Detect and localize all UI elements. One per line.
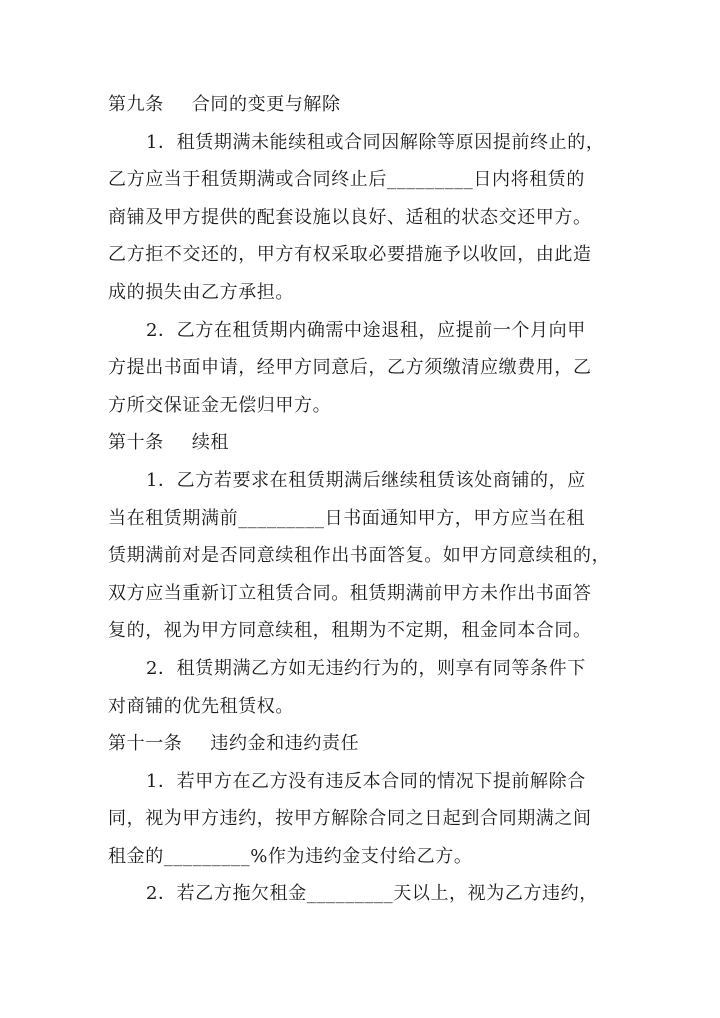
section-title: 违约金和违约责任 [210,733,360,755]
paragraph-line: 2．若乙方拖欠租金_________天以上，视为乙方违约， [146,883,598,905]
section-number: 第十条 [108,432,164,454]
paragraph-line: 方所交保证金无偿归甲方。 [108,394,332,416]
paragraph-line: 同，视为甲方违约，按甲方解除合同之日起到合同期满之间 [108,808,592,830]
section-number: 第九条 [108,94,164,115]
section-heading-9 [108,86,615,124]
paragraph-line: 方提出书面申请，经甲方同意后，乙方须缴清应缴费用，乙 [108,357,592,379]
paragraph-line: 成的损失由乙方承担。 [108,281,294,303]
section-number: 第十一条 [108,733,183,755]
paragraph-line: 1．租赁期满未能续租或合同因解除等原因提前终止的， [146,131,605,153]
paragraph-line: 1．乙方若要求在租赁期满后继续租赁该处商铺的，应 [146,469,586,491]
paragraph-line: 乙方应当于租赁期满或合同终止后_________日内将租赁的 [108,169,585,191]
paragraph-line: 乙方拒不交还的，甲方有权采取必要措施予以收回，由此造 [108,244,592,266]
paragraph-line: 2．租赁期满乙方如无违约行为的，则享有同等条件下 [146,657,586,679]
paragraph-line: 1．若甲方在乙方没有违反本合同的情况下提前解除合 [146,770,586,792]
section-heading-10 [108,424,615,462]
paragraph-line: 双方应当重新订立租赁合同。租赁期满前甲方未作出书面答 [108,582,592,604]
section-heading-11 [108,725,615,763]
section-title: 合同的变更与解除 [191,94,341,115]
paragraph-line: 当在租赁期满前_________日书面通知甲方，甲方应当在租 [108,507,585,529]
paragraph-line: 赁期满前对是否同意续租作出书面答复。如甲方同意续租的， [108,545,611,567]
paragraph-line: 对商铺的优先租赁权。 [108,695,294,717]
paragraph-line: 2．乙方在租赁期内确需中途退租，应提前一个月向甲 [146,319,586,341]
document-body [108,86,615,913]
paragraph-line: 复的，视为甲方同意续租，租期为不定期，租金同本合同。 [108,620,592,642]
paragraph-line: 租金的_________%作为违约金支付给乙方。 [108,845,473,867]
paragraph-line: 商铺及甲方提供的配套设施以良好、适租的状态交还甲方。 [108,206,592,228]
section-title: 续租 [191,432,230,454]
